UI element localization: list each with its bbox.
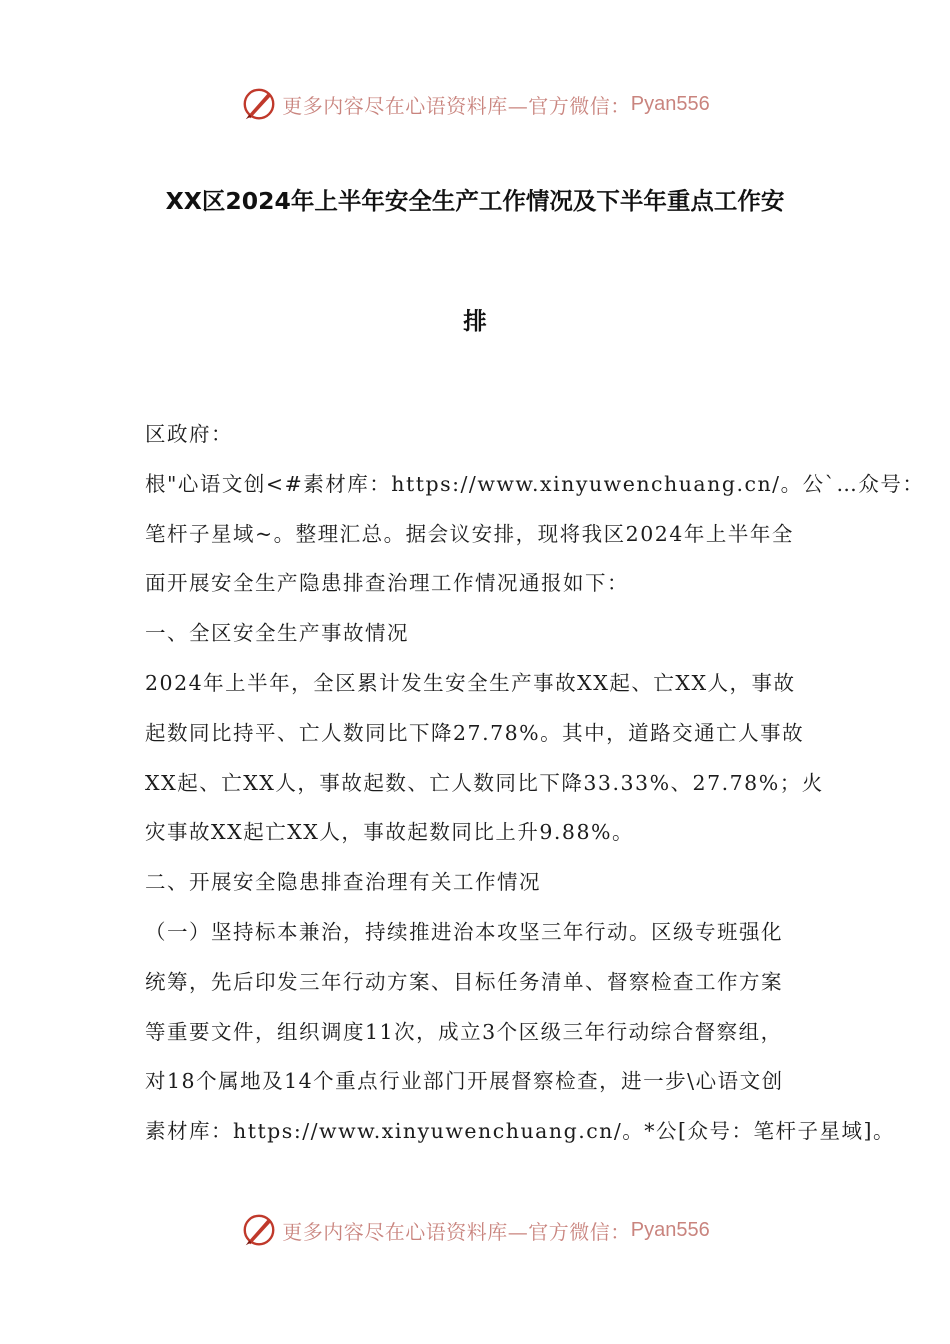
body-line: 区政府： xyxy=(145,422,233,446)
watermark-wechat-id: Pyan556 xyxy=(630,1218,710,1241)
body-line: 起数同比持平、亡人数同比下降27.78%。其中，道路交通亡人事故 xyxy=(145,720,805,745)
body-line: XX起、亡XX人，事故起数、亡人数同比下降33.33%、27.78%；火 xyxy=(145,770,824,795)
body-line: 2024年上半年，全区累计发生安全生产事故XX起、亡XX人，事故 xyxy=(145,670,796,695)
body-line: 根"心语文创<#素材库：https://www.xinyuwenchuang.cn/。公`…众号： xyxy=(145,471,925,496)
body-line: 等重要文件，组织调度11次，成立3个区级三年行动综合督察组， xyxy=(145,1019,783,1044)
watermark-wechat-id: Pyan556 xyxy=(630,92,710,115)
watermark-banner-bottom xyxy=(0,1210,950,1250)
body-line: 素材库：https://www.xinyuwenchuang.cn/。*公[众号：笔杆子星域]。 xyxy=(145,1119,896,1144)
body-line: 面开展安全生产隐患排查治理工作情况通报如下： xyxy=(145,571,629,596)
document-body xyxy=(145,418,925,1165)
body-line: 统筹，先后印发三年行动方案、目标任务清单、督察检查工作方案 xyxy=(145,969,783,994)
body-line: （一）坚持标本兼治，持续推进治本攻坚三年行动。区级专班强化 xyxy=(145,919,783,944)
body-line: 灾事故XX起亡XX人，事故起数同比上升9.88%。 xyxy=(145,820,634,845)
pen-logo-icon xyxy=(240,1211,278,1249)
watermark-banner-top xyxy=(0,84,950,124)
document-title-line-1: XX区2024年上半年安全生产工作情况及下半年重点工作安 xyxy=(165,187,785,215)
section-heading: 一、全区安全生产事故情况 xyxy=(145,621,409,646)
watermark-text: 更多内容尽在心语资料库—官方微信： xyxy=(282,93,631,118)
watermark-text: 更多内容尽在心语资料库—官方微信： xyxy=(282,1219,631,1244)
pen-logo-icon xyxy=(240,85,278,123)
section-heading: 二、开展安全隐患排查治理有关工作情况 xyxy=(145,870,541,895)
body-line: 笔杆子星域~。整理汇总。据会议安排，现将我区2024年上半年全 xyxy=(145,521,794,546)
document-title-line-2: 排 xyxy=(463,307,487,335)
body-line: 对18个属地及14个重点行业部门开展督察检查，进一步\心语文创 xyxy=(145,1069,784,1094)
